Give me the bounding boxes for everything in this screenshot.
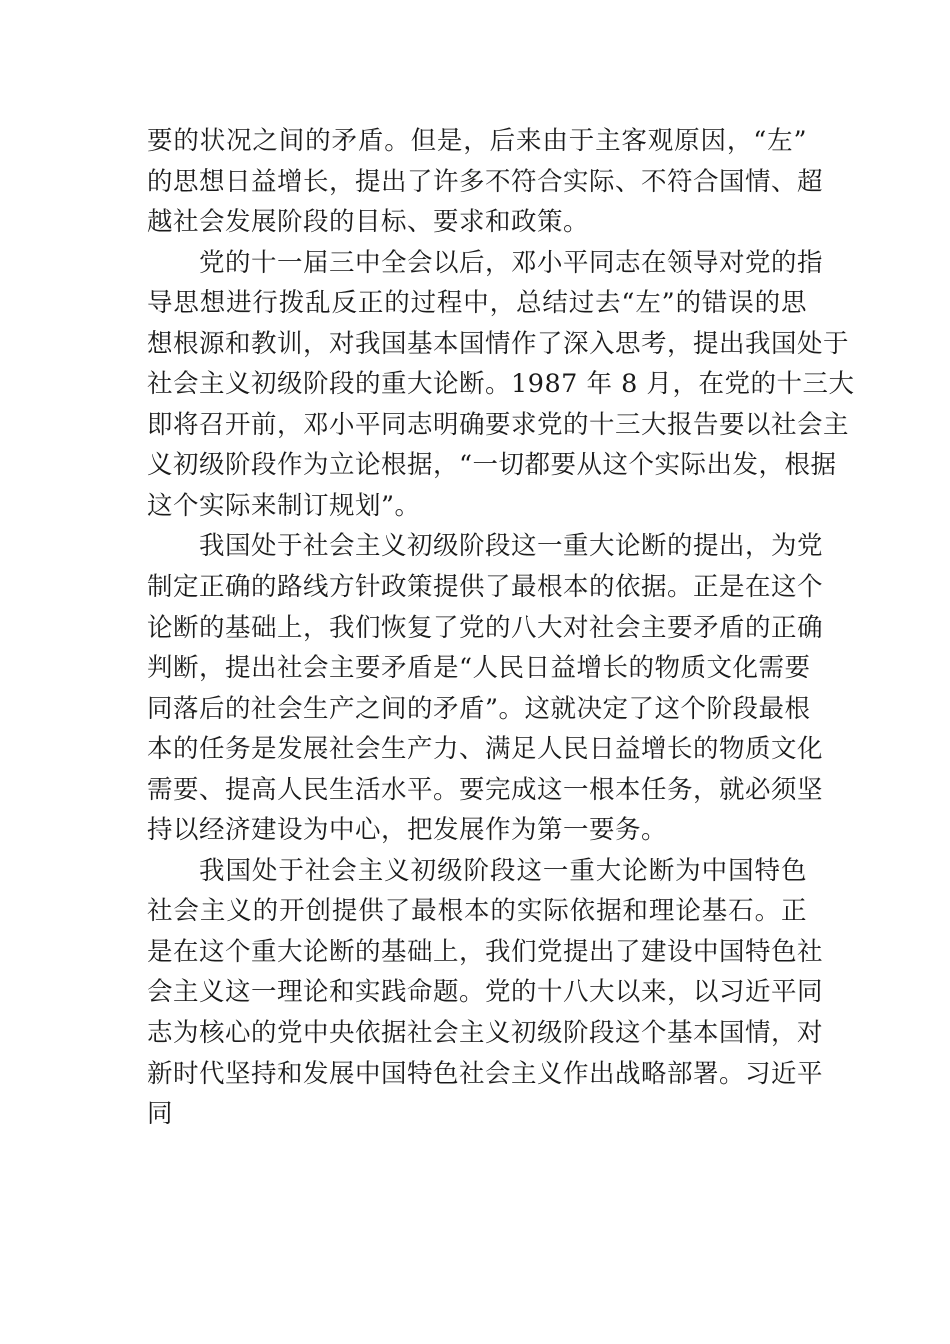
paragraph-1 (147, 121, 824, 243)
paragraph-2 (147, 243, 855, 527)
text-line: 持以经济建设为中心，把发展作为第一要务。 (147, 815, 668, 846)
paragraph-3 (147, 526, 824, 850)
text-line: 判断，提出社会主要矛盾是“人民日益增长的物质文化需要 (147, 653, 811, 684)
text-line: 本的任务是发展社会生产力、满足人民日益增长的物质文化 (147, 734, 824, 765)
text-line: 的思想日益增长，提出了许多不符合实际、不符合国情、超 (147, 166, 824, 197)
paragraph-4 (147, 851, 824, 1135)
text-line: 导思想进行拨乱反正的过程中，总结过去“左”的错误的思 (147, 288, 807, 319)
text-line: 社会主义的开创提供了最根本的实际依据和理论基石。正 (147, 896, 807, 927)
text-line: 社会主义初级阶段的重大论断。1987 年 8 月，在党的十三大 (147, 369, 855, 400)
text-line: 同 (147, 1099, 174, 1130)
text-line: 要的状况之间的矛盾。但是，后来由于主客观原因，“左” (147, 126, 807, 156)
text-line: 是在这个重大论断的基础上，我们党提出了建设中国特色社 (147, 936, 824, 967)
text-line: 即将召开前，邓小平同志明确要求党的十三大报告要以社会主 (147, 409, 850, 440)
text-line: 想根源和教训，对我国基本国情作了深入思考，提出我国处于 (147, 328, 850, 359)
text-line: 党的十一届三中全会以后，邓小平同志在领导对党的指 (199, 247, 824, 278)
text-line: 这个实际来制订规划”。 (147, 490, 421, 521)
text-line: 志为核心的党中央依据社会主义初级阶段这个基本国情，对 (147, 1018, 824, 1049)
document-page (147, 121, 855, 1135)
text-line: 越社会发展阶段的目标、要求和政策。 (147, 207, 590, 238)
text-line: 制定正确的路线方针政策提供了最根本的依据。正是在这个 (147, 572, 824, 603)
text-line: 新时代坚持和发展中国特色社会主义作出战略部署。习近平 (147, 1058, 824, 1089)
text-line: 我国处于社会主义初级阶段这一重大论断的提出，为党 (199, 531, 824, 562)
text-line: 论断的基础上，我们恢复了党的八大对社会主要矛盾的正确 (147, 612, 824, 643)
text-line: 会主义这一理论和实践命题。党的十八大以来，以习近平同 (147, 977, 824, 1008)
text-line: 同落后的社会生产之间的矛盾”。这就决定了这个阶段最根 (147, 693, 811, 724)
text-line: 我国处于社会主义初级阶段这一重大论断为中国特色 (199, 855, 807, 886)
text-line: 需要、提高人民生活水平。要完成这一根本任务，就必须坚 (147, 774, 824, 805)
text-line: 义初级阶段作为立论根据，“一切都要从这个实际出发，根据 (147, 450, 837, 481)
